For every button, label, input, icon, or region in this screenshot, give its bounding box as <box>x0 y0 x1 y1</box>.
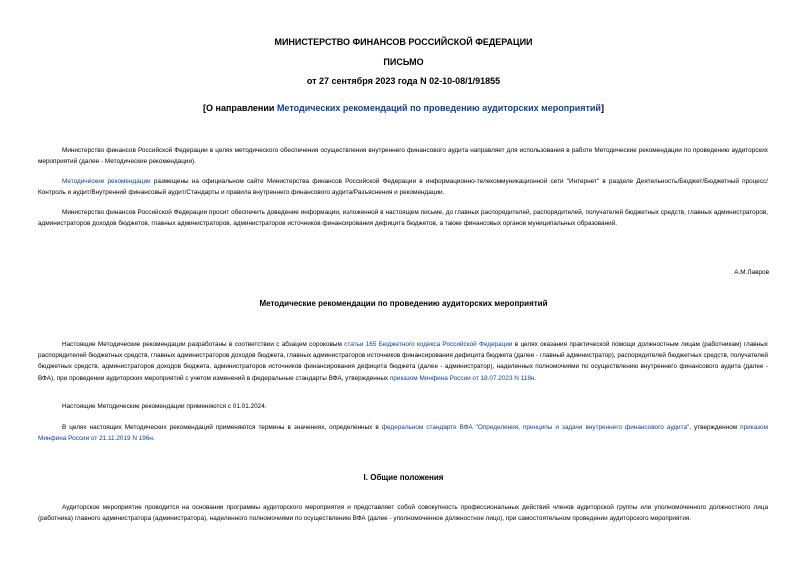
order-196n-link[interactable]: приказом Минфина России от 21.11.2019 N 196н <box>38 424 768 443</box>
rec-p1-text-c: . <box>534 374 537 382</box>
rec-p3-text-a: В целях настоящих Методических рекомендаций применяются термины в значениях, определенных в <box>62 424 382 431</box>
recommendations-paragraph-2: Настоящие Методические рекомендации применяются с 01.01.2024. <box>62 403 267 410</box>
recommendations-paragraph-1 <box>38 339 768 384</box>
document-date-number: от 27 сентября 2023 года N 02-10-08/1/91855 <box>306 76 501 86</box>
letter-paragraph-1: Министерство финансов Российской Федерации в целях методического обеспечения осуществления внутреннего финансового аудита направляет для использования в работе Методические рекомендации по проведению аудиторских мероприятий (далее - Методические рекомендации). <box>38 147 768 166</box>
letter-paragraph-3: Министерство финансов Российской Федерации просит обеспечить доведение информации, изложенной в настоящем письме, до главных распорядителей, распорядителей, получателей бюджетных средств, главных администраторов, администраторов доходов бюджетов, главных администраторов, администраторов источников финансирования дефицита бюджетов, а также финансовых органов муниципальных образований. <box>38 209 768 228</box>
section-1-paragraph-1: Аудиторское мероприятие проводится на основании программы аудиторского мероприятия и представляет собой совокупность профессиональных действий членов аудиторской группы или уполномоченного должностного лица (работника) главного администратора (администратора), наделенного полномочиями по осуществлению ВФА (далее - уполномоченное должностное лицо), при самостоятельном проведении аудиторского мероприятия. <box>38 504 768 523</box>
recommendations-paragraph-3 <box>38 422 768 444</box>
signer-name: А.М.Лавров <box>734 269 769 276</box>
recommendations-title: Методические рекомендации по проведению аудиторских мероприятий <box>259 299 548 308</box>
subject-prefix: [О направлении <box>203 103 277 113</box>
document-type: ПИСЬМО <box>383 57 424 67</box>
letter-paragraph-2-text: размещены на официальном сайте Министерства финансов Российской Федерации в информационно-телекоммуникационной сети "Интернет" в разделе Деятельность/Бюджет/Бюджетный процесс/Контроль и аудит/Внутренний финансовый аудит/Стандарты и правила внутреннего финансового аудита/Разъяснения и рекомендации. <box>38 178 769 197</box>
vfa-standard-link[interactable]: федеральном стандарте ВФА "Определения, принципы и задачи внутреннего финансового аудита" <box>381 424 690 431</box>
order-118n-link[interactable]: приказом Минфина России от 18.07.2023 N 118н <box>389 374 535 382</box>
recommendations-link[interactable]: Методические рекомендации <box>62 178 151 185</box>
subject-link[interactable]: Методических рекомендаций по проведению аудиторских мероприятий <box>276 103 601 113</box>
budget-code-link[interactable]: статьи 165 Бюджетного кодекса Российской Федерации <box>344 341 513 348</box>
section-1-title: I. Общие положения <box>363 473 444 482</box>
document-subject <box>0 102 807 114</box>
rec-p1-text-a: Настоящие Методические рекомендации разработаны в соответствии с абзацем сороковым <box>62 341 345 348</box>
letter-paragraph-2 <box>38 176 768 198</box>
rec-p3-text-b: , утвержденном <box>689 424 741 431</box>
subject-suffix: ] <box>600 103 604 113</box>
ministry-heading: МИНИСТЕРСТВО ФИНАНСОВ РОССИЙСКОЙ ФЕДЕРАЦИИ <box>274 37 533 47</box>
rec-p3-text-c: . <box>152 435 155 443</box>
rec-p1-text-b: в целях оказания практической помощи должностным лицам (работникам) главных распорядителей бюджетных средств, главных администраторов доходов бюджета, главных администраторов источников финансирования дефицита бюджета (далее - главный администратор), распорядителей бюджетных средств, получателей бюджетных средств, администраторов доходов бюджета, администраторов источников финансирования дефицита бюджета (далее - администратор), наделенных полномочиями по осуществлению внутреннего финансового аудита (далее - ВФА), при проведении аудиторских мероприятий с учетом изменений в федеральные стандарты ВФА, утвержденных <box>38 341 768 382</box>
